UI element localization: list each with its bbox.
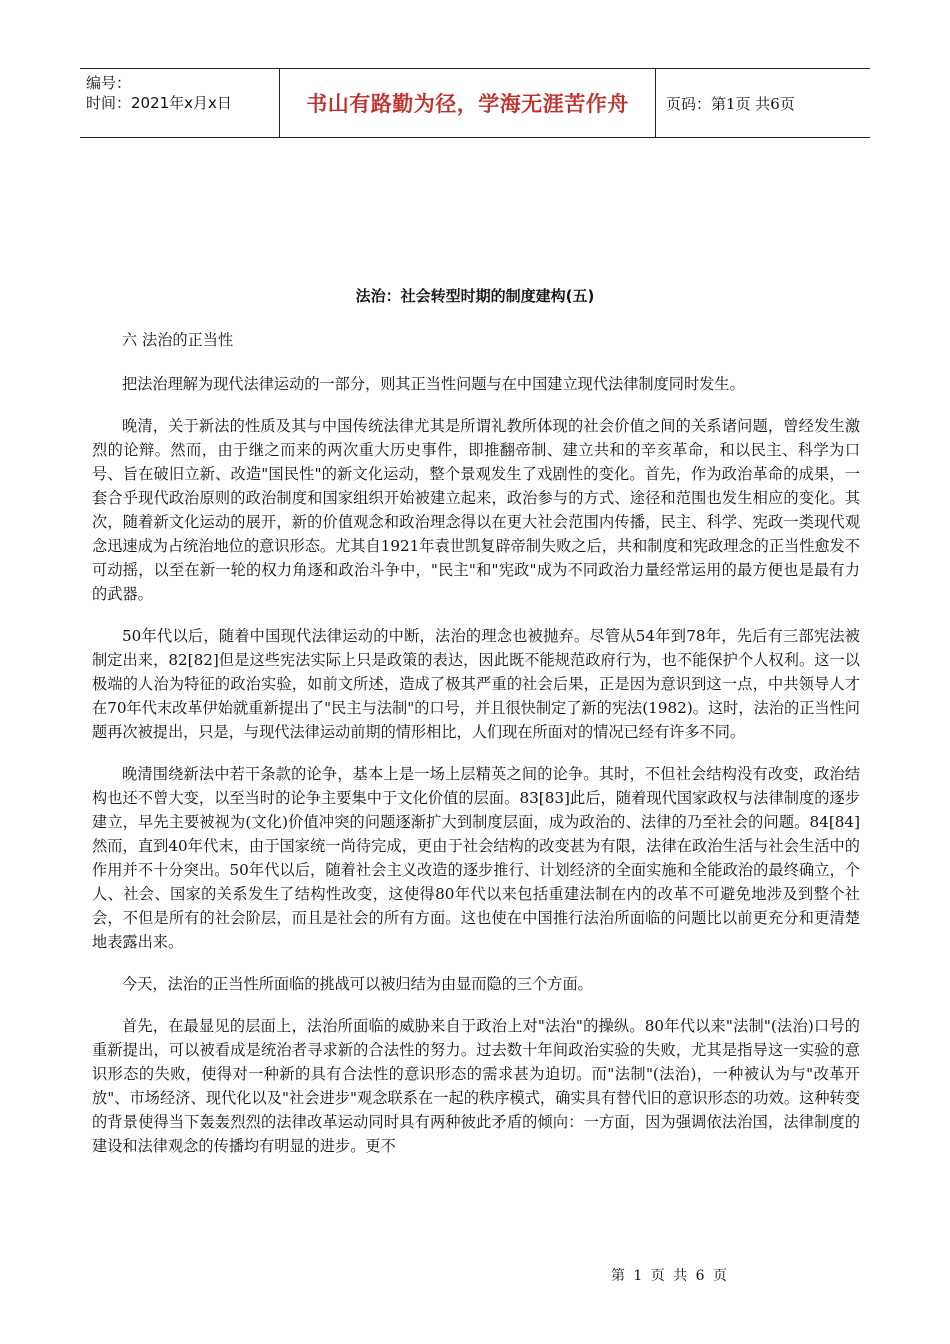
paragraph: 50年代以后，随着中国现代法律运动的中断，法治的理念也被抛弃。尽管从54年到78年，先后有三部宪法被制定出来，82[82]但是这些宪法实际上只是政策的表达，因此既不能规范政府行为，也不能保护个人权利。这一以极端的人治为特征的政治实验，如前文所述，造成了极其严重的社会后果，正是因为意识到这一点，中共领导人才在70年代末改革伊始就重新提出了"民主与法制"的口号，并且很快制定了新的宪法(1982)。这时，法治的正当性问题再次被提出，只是，与现代法律运动前期的情形相比，人们现在所面对的情况已经有许多不同。 [92, 627, 860, 741]
document-body [92, 328, 860, 1176]
document-title: 法治：社会转型时期的制度建构(五) [355, 287, 595, 305]
header-page-info: 页码：第1页 共6页 [666, 94, 795, 113]
section-heading: 六 法治的正当性 [122, 331, 234, 349]
paragraph: 把法治理解为现代法律运动的一部分，则其正当性问题与在中国建立现代法律制度同时发生。 [122, 375, 745, 393]
paragraph: 晚清围绕新法中若干条款的论争，基本上是一场上层精英之间的论争。其时，不但社会结构没有改变，政治结构也还不曾大变，以至当时的论争主要集中于文化价值的层面。83[83]此后，随着现代国家政权与法律制度的逐步建立，早先主要被视为(文化)价值冲突的问题逐渐扩大到制度层面，成为政治的、法律的乃至社会的问题。84[84]然而，直到40年代末，由于国家统一尚待完成，更由于社会结构的改变甚为有限，法律在政治生活与社会生活中的作用并不十分突出。50年代以后，随着社会主义改造的逐步推行、计划经济的全面实施和全能政治的最终确立，个人、社会、国家的关系发生了结构性改变，这使得80年代以来包括重建法制在内的改革不可避免地涉及到整个社会，不但是所有的社会阶层，而且是社会的所有方面。这也使在中国推行法治所面临的问题比以前更充分和更清楚地表露出来。 [92, 765, 860, 951]
document-number-label: 编号： [86, 74, 132, 92]
paragraph: 今天，法治的正当性所面临的挑战可以被归结为由显而隐的三个方面。 [122, 975, 593, 993]
page-footer: 第 1 页 共 6 页 [610, 1268, 730, 1284]
header-motto: 书山有路勤为径，学海无涯苦作舟 [280, 69, 656, 137]
header-meta [80, 69, 280, 137]
paragraph: 首先，在最显见的层面上，法治所面临的威胁来自于政治上对"法治"的操纵。80年代以来"法制"(法治)口号的重新提出，可以被看成是统治者寻求新的合法性的努力。过去数十年间政治实验的失败，尤其是指导这一实验的意识形态的失败，使得对一种新的具有合法性的意识形态的需求甚为迫切。而"法制"(法治)，一种被认为与"改革开放"、市场经济、现代化以及"社会进步"观念联系在一起的秩序模式，确实具有替代旧的意识形态的功效。这种转变的背景使得当下轰轰烈烈的法律改革运动同时具有两种彼此矛盾的倾向：一方面，因为强调依法治国，法律制度的建设和法律观念的传播均有明显的进步。更不 [92, 1017, 860, 1155]
document-date: 时间：2021年x月x日 [86, 94, 232, 112]
page-header [80, 68, 870, 138]
paragraph: 晚清，关于新法的性质及其与中国传统法律尤其是所谓礼教所体现的社会价值之间的关系诸问题，曾经发生激烈的论辩。然而，由于继之而来的两次重大历史事件，即推翻帝制、建立共和的辛亥革命，和以民主、科学为口号、旨在破旧立新、改造"国民性"的新文化运动，整个景观发生了戏剧性的变化。首先，作为政治革命的成果，一套合乎现代政治原则的政治制度和国家组织开始被建立起来，政治参与的方式、途径和范围也发生相应的变化。其次，随着新文化运动的展开，新的价值观念和政治理念得以在更大社会范围内传播，民主、科学、宪政一类现代观念迅速成为占统治地位的意识形态。尤其自1921年袁世凯复辟帝制失败之后，共和制度和宪政理念的正当性愈发不可动摇，以至在新一轮的权力角逐和政治斗争中，"民主"和"宪政"成为不同政治力量经常运用的最方便也是最有力的武器。 [92, 417, 860, 603]
